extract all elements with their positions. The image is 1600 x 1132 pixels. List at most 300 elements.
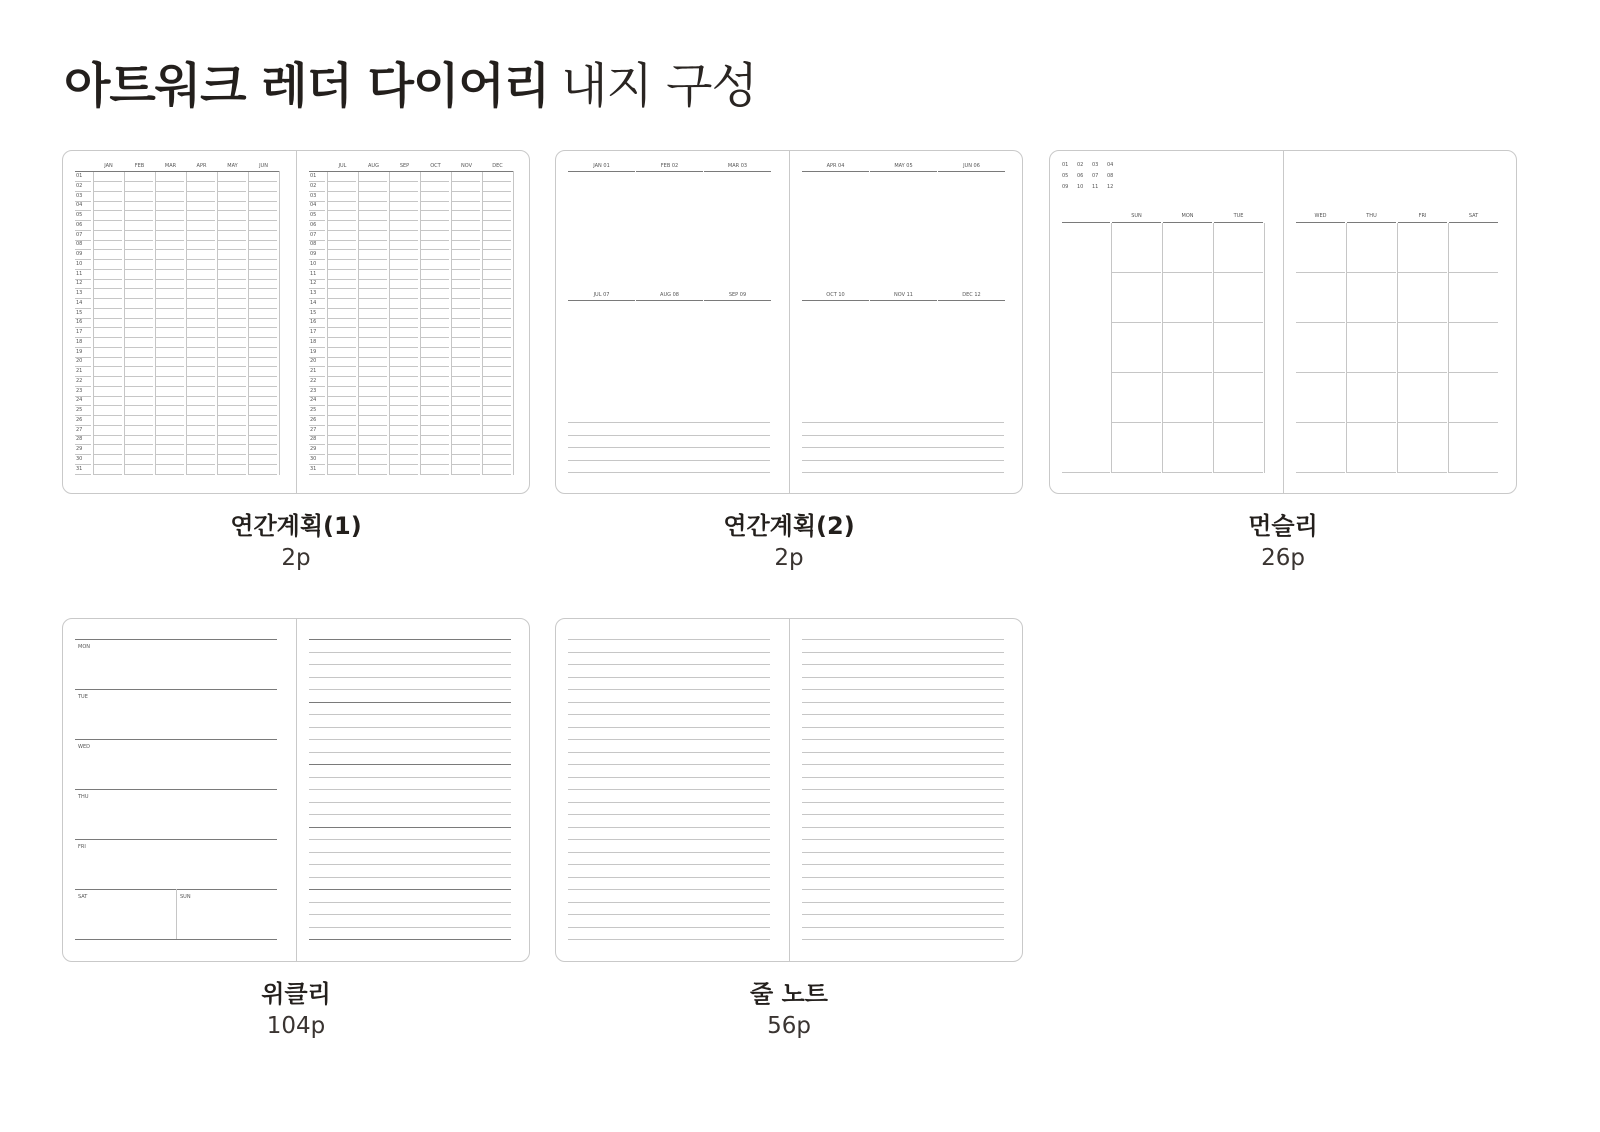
rule-line xyxy=(328,279,356,280)
grid-line xyxy=(389,171,390,475)
rule-line xyxy=(94,308,122,309)
rule-line xyxy=(568,814,770,815)
month-block-header: APR 04 xyxy=(826,163,845,169)
rule-line xyxy=(421,425,449,426)
rule-line xyxy=(390,405,418,406)
month-block-header: MAY 05 xyxy=(894,163,913,169)
rule-line xyxy=(636,300,703,301)
rule-line xyxy=(1449,272,1498,273)
rule-line xyxy=(125,249,153,250)
day-number: 15 xyxy=(76,309,83,316)
rule-line xyxy=(218,191,246,192)
rule-line xyxy=(125,386,153,387)
rule-line xyxy=(421,327,449,328)
rule-line xyxy=(125,230,153,231)
rule-line xyxy=(218,327,246,328)
rule-line xyxy=(483,405,511,406)
rule-line xyxy=(309,914,511,915)
day-number: 23 xyxy=(310,387,317,394)
day-number: 27 xyxy=(310,426,317,433)
rule-line xyxy=(218,444,246,445)
rule-line xyxy=(156,259,184,260)
rule-line xyxy=(125,298,153,299)
rule-line xyxy=(218,230,246,231)
rule-line xyxy=(568,714,770,715)
rule-line xyxy=(483,366,511,367)
grid-line xyxy=(1397,223,1398,473)
mini-calendar-month: 06 xyxy=(1077,173,1084,179)
rule-line xyxy=(328,220,356,221)
rule-line xyxy=(452,454,480,455)
day-number: 21 xyxy=(76,368,83,374)
day-number: 14 xyxy=(310,299,317,306)
rule-line xyxy=(483,425,511,426)
rule-line xyxy=(309,652,511,653)
rule-line xyxy=(802,852,1004,853)
rule-line xyxy=(359,249,387,250)
rule-line xyxy=(421,259,449,260)
weekday-header: MON xyxy=(1181,213,1194,219)
rule-line xyxy=(452,288,480,289)
rule-line xyxy=(1163,422,1212,423)
caption-monthly xyxy=(1049,510,1517,574)
rule-line xyxy=(421,298,449,299)
rule-line xyxy=(359,259,387,260)
rule-line xyxy=(309,927,511,928)
rule-line xyxy=(125,210,153,211)
weekday-label: WED xyxy=(78,744,90,750)
rule-line xyxy=(94,249,122,250)
rule-line xyxy=(156,327,184,328)
month-header: SEP xyxy=(399,163,410,169)
rule-line xyxy=(94,464,122,465)
rule-line xyxy=(125,318,153,319)
rule-line xyxy=(421,444,449,445)
rule-line xyxy=(328,337,356,338)
rule-line xyxy=(390,220,418,221)
month-header: JAN xyxy=(104,163,113,169)
rule-line xyxy=(802,927,1004,928)
day-number: 28 xyxy=(76,436,83,443)
rule-line xyxy=(1398,472,1447,473)
rule-line xyxy=(390,425,418,426)
rule-line xyxy=(483,269,511,270)
rule-line xyxy=(94,405,122,406)
rule-line xyxy=(187,464,215,465)
rule-line xyxy=(802,752,1004,753)
grid-line xyxy=(1111,223,1112,473)
section-page-count: 104p xyxy=(266,1013,326,1039)
rule-line xyxy=(1214,222,1263,223)
rule-line xyxy=(1347,272,1396,273)
rule-line xyxy=(568,939,770,940)
weekday-header: FRI xyxy=(1418,213,1427,219)
mini-calendar-month: 10 xyxy=(1077,184,1084,190)
rule-line xyxy=(328,347,356,348)
rule-line xyxy=(568,752,770,753)
rule-line xyxy=(359,240,387,241)
rule-line xyxy=(1296,322,1345,323)
rule-line xyxy=(390,259,418,260)
rule-line xyxy=(309,852,511,853)
rule-line xyxy=(390,464,418,465)
rule-line xyxy=(421,474,449,475)
rule-line xyxy=(390,376,418,377)
rule-line xyxy=(421,386,449,387)
rule-line xyxy=(802,664,1004,665)
rule-line xyxy=(390,386,418,387)
rule-line xyxy=(125,396,153,397)
rule-line xyxy=(421,201,449,202)
rule-line xyxy=(156,298,184,299)
mini-calendar-month: 05 xyxy=(1062,173,1069,179)
rule-line xyxy=(1214,372,1263,373)
day-number: 11 xyxy=(76,270,83,277)
weekly-left-page xyxy=(63,619,296,961)
rule-line xyxy=(359,181,387,182)
rule-line xyxy=(187,240,215,241)
rule-line xyxy=(390,191,418,192)
rule-line xyxy=(218,376,246,377)
month-header: AUG xyxy=(368,163,379,169)
rule-line xyxy=(802,789,1004,790)
rule-line xyxy=(94,259,122,260)
rule-line xyxy=(249,347,277,348)
rule-line xyxy=(421,396,449,397)
rule-line xyxy=(187,181,215,182)
rule-line xyxy=(156,454,184,455)
rule-line xyxy=(568,639,770,640)
rule-line xyxy=(1296,272,1345,273)
rule-line xyxy=(1062,222,1110,223)
rule-line xyxy=(309,639,511,640)
rule-line xyxy=(421,435,449,436)
rule-line xyxy=(187,318,215,319)
rule-line xyxy=(802,422,1004,423)
rule-line xyxy=(1398,422,1447,423)
rule-line xyxy=(249,386,277,387)
rule-line xyxy=(218,210,246,211)
rule-line xyxy=(1449,372,1498,373)
day-number: 08 xyxy=(76,241,83,248)
day-number: 16 xyxy=(76,319,83,326)
rule-line xyxy=(938,171,1005,172)
rule-line xyxy=(1214,472,1263,473)
rule-line xyxy=(802,677,1004,678)
rule-line xyxy=(328,181,356,182)
rule-line xyxy=(390,269,418,270)
rule-line xyxy=(328,425,356,426)
rule-line xyxy=(249,240,277,241)
rule-line xyxy=(1347,422,1396,423)
rule-line xyxy=(156,191,184,192)
rule-line xyxy=(359,347,387,348)
rule-line xyxy=(483,464,511,465)
rule-line xyxy=(452,357,480,358)
day-number: 09 xyxy=(310,251,317,257)
rule-line xyxy=(452,181,480,182)
rule-line xyxy=(802,864,1004,865)
rule-line xyxy=(218,308,246,309)
mini-calendar-month: 07 xyxy=(1092,173,1099,179)
rule-line xyxy=(328,327,356,328)
yearly-plan-1-left-page xyxy=(63,151,296,493)
rule-line xyxy=(802,877,1004,878)
rule-line xyxy=(568,914,770,915)
rule-line xyxy=(94,220,122,221)
rule-line xyxy=(309,789,511,790)
mini-calendar-month: 01 xyxy=(1062,162,1069,168)
rule-line xyxy=(218,396,246,397)
rule-line xyxy=(483,415,511,416)
rule-line xyxy=(328,288,356,289)
rule-line xyxy=(483,279,511,280)
rule-line xyxy=(249,405,277,406)
rule-line xyxy=(187,415,215,416)
rule-line xyxy=(359,327,387,328)
month-block-header: JUL 07 xyxy=(593,292,610,298)
day-number: 05 xyxy=(310,212,317,218)
rule-line xyxy=(94,269,122,270)
rule-line xyxy=(249,474,277,475)
rule-line xyxy=(75,789,277,790)
rule-line xyxy=(636,171,703,172)
rule-line xyxy=(218,454,246,455)
rule-line xyxy=(309,689,511,690)
rule-line xyxy=(452,210,480,211)
rule-line xyxy=(390,230,418,231)
rule-line xyxy=(125,269,153,270)
rule-line xyxy=(94,474,122,475)
grid-line xyxy=(1213,223,1214,473)
rule-line xyxy=(187,298,215,299)
rule-line xyxy=(390,201,418,202)
rule-line xyxy=(125,444,153,445)
rule-line xyxy=(390,444,418,445)
day-number: 25 xyxy=(76,407,83,413)
rule-line xyxy=(94,318,122,319)
grid-line xyxy=(217,171,218,475)
rule-line xyxy=(249,191,277,192)
rule-line xyxy=(421,181,449,182)
section-page-count: 2p xyxy=(774,545,804,571)
rule-line xyxy=(568,652,770,653)
rule-line xyxy=(125,259,153,260)
rule-line xyxy=(125,415,153,416)
rule-line xyxy=(483,201,511,202)
month-block-header: MAR 03 xyxy=(727,163,748,169)
rule-line xyxy=(452,425,480,426)
rule-line xyxy=(1449,322,1498,323)
rule-line xyxy=(156,425,184,426)
rule-line xyxy=(249,308,277,309)
rule-line xyxy=(218,259,246,260)
day-number: 20 xyxy=(310,358,317,365)
rule-line xyxy=(359,425,387,426)
rule-line xyxy=(156,474,184,475)
day-number: 04 xyxy=(310,202,317,209)
rule-line xyxy=(328,357,356,358)
rule-line xyxy=(218,435,246,436)
section-name: 먼슬리 xyxy=(1248,512,1318,540)
rule-line xyxy=(156,435,184,436)
rule-line xyxy=(94,444,122,445)
rule-line xyxy=(249,318,277,319)
rule-line xyxy=(390,288,418,289)
rule-line xyxy=(94,201,122,202)
rule-line xyxy=(249,230,277,231)
rule-line xyxy=(187,327,215,328)
mini-calendar-month: 02 xyxy=(1077,162,1084,168)
month-block-header: JUN 06 xyxy=(963,163,980,169)
rule-line xyxy=(94,415,122,416)
rule-line xyxy=(568,927,770,928)
day-number: 03 xyxy=(76,192,83,199)
rule-line xyxy=(390,474,418,475)
rule-line xyxy=(187,435,215,436)
section-name: 줄 노트 xyxy=(750,980,828,1008)
rule-line xyxy=(568,435,770,436)
rule-line xyxy=(452,366,480,367)
rule-line xyxy=(390,240,418,241)
rule-line xyxy=(1347,322,1396,323)
rule-line xyxy=(359,386,387,387)
rule-line xyxy=(1347,372,1396,373)
rule-line xyxy=(94,376,122,377)
month-block-header: AUG 08 xyxy=(660,292,679,298)
rule-line xyxy=(568,702,770,703)
rule-line xyxy=(156,366,184,367)
rule-line xyxy=(483,181,511,182)
rule-line xyxy=(156,415,184,416)
rule-line xyxy=(1296,472,1345,473)
rule-line xyxy=(568,802,770,803)
rule-line xyxy=(218,425,246,426)
rule-line xyxy=(249,201,277,202)
rule-line xyxy=(390,435,418,436)
rule-line xyxy=(94,357,122,358)
rule-line xyxy=(1398,372,1447,373)
rule-line xyxy=(218,386,246,387)
day-number: 02 xyxy=(310,182,317,189)
rule-line xyxy=(156,308,184,309)
page-title xyxy=(64,54,757,118)
rule-line xyxy=(125,240,153,241)
rule-line xyxy=(1112,272,1161,273)
weekday-header: TUE xyxy=(1233,213,1244,219)
day-number: 13 xyxy=(310,290,317,296)
month-header: MAR xyxy=(164,163,177,169)
rule-line xyxy=(1163,322,1212,323)
rule-line xyxy=(1214,322,1263,323)
rule-line xyxy=(452,201,480,202)
rule-line xyxy=(218,464,246,465)
rule-line xyxy=(483,230,511,231)
weekday-header: WED xyxy=(1314,213,1327,219)
day-number: 07 xyxy=(76,231,83,238)
rule-line xyxy=(938,300,1005,301)
rule-line xyxy=(359,366,387,367)
rule-line xyxy=(156,269,184,270)
rule-line xyxy=(802,472,1004,473)
rule-line xyxy=(421,366,449,367)
rule-line xyxy=(1112,372,1161,373)
day-number: 07 xyxy=(310,231,317,238)
rule-line xyxy=(1296,222,1345,223)
rule-line xyxy=(309,677,511,678)
rule-line xyxy=(125,279,153,280)
day-number: 26 xyxy=(310,416,317,423)
rule-line xyxy=(421,464,449,465)
rule-line xyxy=(94,435,122,436)
day-number: 05 xyxy=(76,212,83,218)
rule-line xyxy=(156,181,184,182)
grid-line xyxy=(451,171,452,475)
rule-line xyxy=(483,337,511,338)
rule-line xyxy=(568,171,635,172)
rule-line xyxy=(568,777,770,778)
rule-line xyxy=(75,739,277,740)
rule-line xyxy=(483,327,511,328)
rule-line xyxy=(187,288,215,289)
day-number: 17 xyxy=(310,329,317,335)
rule-line xyxy=(187,259,215,260)
rule-line xyxy=(421,230,449,231)
day-number: 31 xyxy=(76,465,83,472)
rule-line xyxy=(568,789,770,790)
rule-line xyxy=(483,220,511,221)
rule-line xyxy=(568,764,770,765)
rule-line xyxy=(1296,422,1345,423)
weekday-label: FRI xyxy=(78,844,86,850)
rule-line xyxy=(328,435,356,436)
rule-line xyxy=(704,300,771,301)
rule-line xyxy=(187,386,215,387)
rule-line xyxy=(359,308,387,309)
rule-line xyxy=(218,201,246,202)
mini-calendar-month: 03 xyxy=(1092,162,1099,168)
day-number: 09 xyxy=(76,251,83,257)
rule-line xyxy=(802,702,1004,703)
rule-line xyxy=(802,689,1004,690)
rule-line xyxy=(328,405,356,406)
day-number: 17 xyxy=(76,329,83,335)
grid-line xyxy=(124,171,125,475)
day-number: 10 xyxy=(76,260,83,267)
rule-line xyxy=(704,171,771,172)
rule-line xyxy=(802,435,1004,436)
rule-line xyxy=(156,444,184,445)
rule-line xyxy=(1163,272,1212,273)
yearly-plan-1-spread xyxy=(62,150,530,494)
rule-line xyxy=(1214,272,1263,273)
rule-line xyxy=(483,288,511,289)
day-number: 10 xyxy=(310,260,317,267)
section-page-count: 2p xyxy=(281,545,311,571)
rule-line xyxy=(1347,222,1396,223)
rule-line xyxy=(218,279,246,280)
rule-line xyxy=(483,249,511,250)
rule-line xyxy=(1449,472,1498,473)
rule-line xyxy=(359,405,387,406)
rule-line xyxy=(421,357,449,358)
rule-line xyxy=(390,181,418,182)
grid-line xyxy=(248,171,249,475)
weekday-label: THU xyxy=(78,794,89,800)
day-number: 11 xyxy=(310,270,317,277)
day-number: 15 xyxy=(310,309,317,316)
rule-line xyxy=(309,171,513,172)
